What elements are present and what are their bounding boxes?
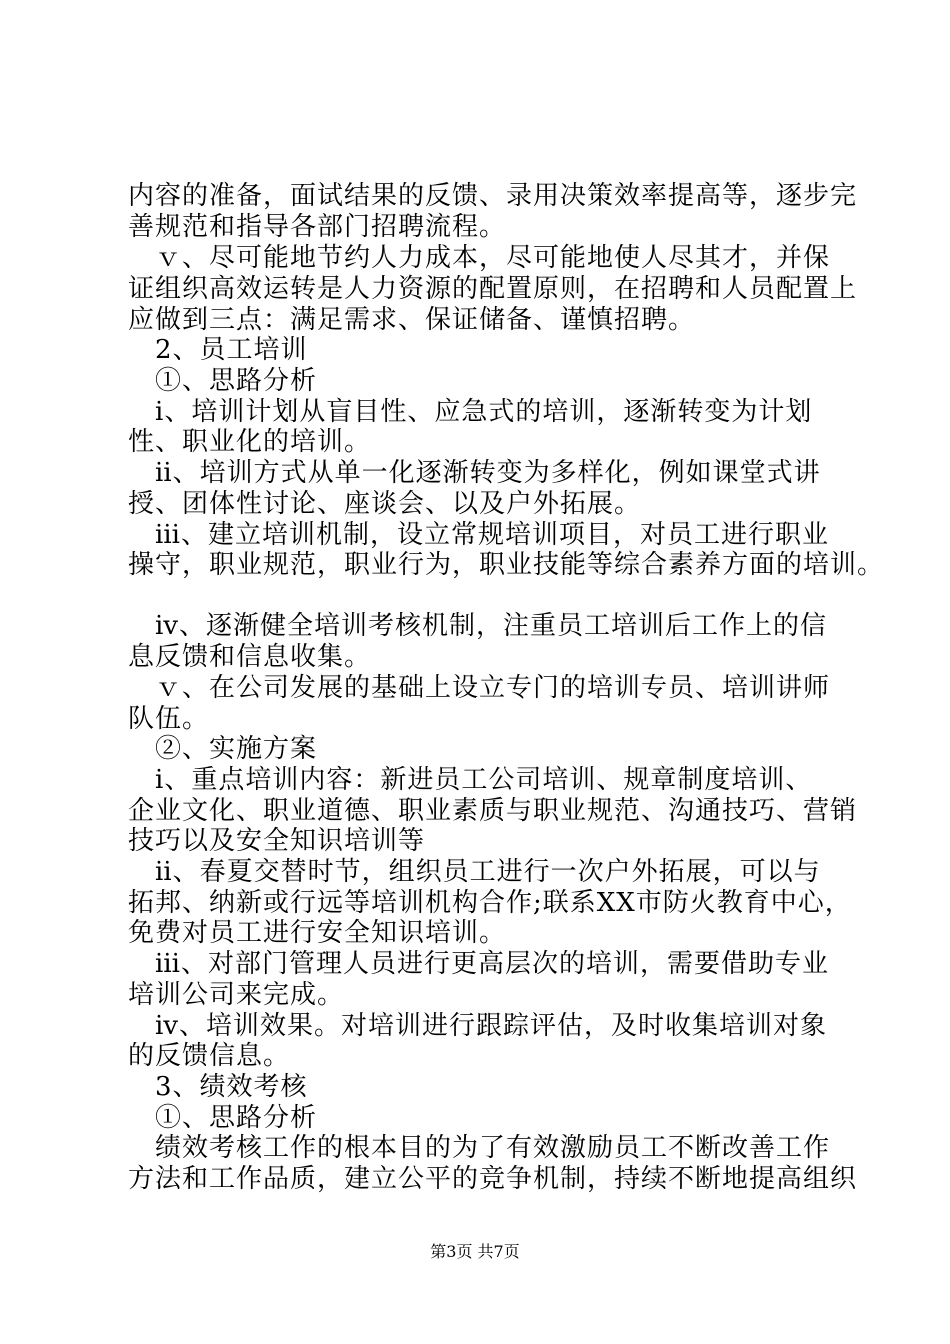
- text-line: 培训公司来完成。: [128, 980, 345, 1010]
- text-line: 企业文化、职业道德、职业素质与职业规范、沟通技巧、营销: [128, 796, 858, 826]
- text-line: ⅳ、逐渐健全培训考核机制，注重员工培训后工作上的信: [128, 611, 828, 641]
- subsection-heading: ①、思路分析: [128, 1103, 318, 1133]
- text-line: ⅱ、春夏交替时节，组织员工进行一次户外拓展，可以与: [128, 857, 821, 887]
- text-line: 性、职业化的培训。: [128, 427, 372, 457]
- text-line: 证组织高效运转是人力资源的配置原则，在招聘和人员配置上: [128, 274, 858, 304]
- text-line: 技巧以及安全知识培训等: [128, 826, 426, 856]
- text-line: ⅳ、培训效果。对培训进行跟踪评估，及时收集培训对象: [128, 1011, 828, 1041]
- text-line: ⅰ、培训计划从盲目性、应急式的培训，逐渐转变为计划: [128, 397, 813, 427]
- text-line: 拓邦、纳新或行远等培训机构合作;联系XX市防火教育中心，: [128, 888, 852, 918]
- section-heading: 2、员工培训: [128, 335, 308, 365]
- text-line: 应做到三点：满足需求、保证储备、谨慎招聘。: [128, 305, 696, 335]
- subsection-heading: ①、思路分析: [128, 366, 318, 396]
- text-line: ｖ、在公司发展的基础上设立专门的培训专员、培训讲师: [128, 673, 831, 703]
- section-heading: 3、绩效考核: [128, 1072, 308, 1102]
- text-line: 的反馈信息。: [128, 1041, 291, 1071]
- text-line: 授、团体性讨论、座谈会、以及户外拓展。: [128, 489, 642, 519]
- text-line: 免费对员工进行安全知识培训。: [128, 918, 507, 948]
- text-line: 绩效考核工作的根本目的为了有效激励员工不断改善工作: [128, 1133, 831, 1163]
- text-line: ⅱ、培训方式从单一化逐渐转变为多样化，例如课堂式讲: [128, 458, 821, 488]
- text-line: ⅰ、重点培训内容：新进员工公司培训、规章制度培训、: [128, 765, 813, 795]
- subsection-heading: ②、实施方案: [128, 734, 318, 764]
- text-line: ⅲ、建立培训机制，设立常规培训项目，对员工进行职业: [128, 520, 829, 550]
- page-number-footer: 第3页 共7页: [430, 1242, 520, 1261]
- text-line: ｖ、尽可能地节约人力成本，尽可能地使人尽其才，并保: [128, 243, 831, 273]
- text-line: 内容的准备，面试结果的反馈、录用决策效率提高等，逐步完: [128, 181, 858, 211]
- text-line: 操守，职业规范，职业行为，职业技能等综合素养方面的培训。: [128, 550, 885, 580]
- text-line: 息反馈和信息收集。: [128, 642, 372, 672]
- text-line: ⅲ、对部门管理人员进行更高层次的培训，需要借助专业: [128, 949, 829, 979]
- text-line: 善规范和指导各部门招聘流程。: [128, 212, 507, 242]
- text-line: 方法和工作品质，建立公平的竞争机制，持续不断地提高组织: [128, 1164, 858, 1194]
- text-line: 队伍。: [128, 704, 210, 734]
